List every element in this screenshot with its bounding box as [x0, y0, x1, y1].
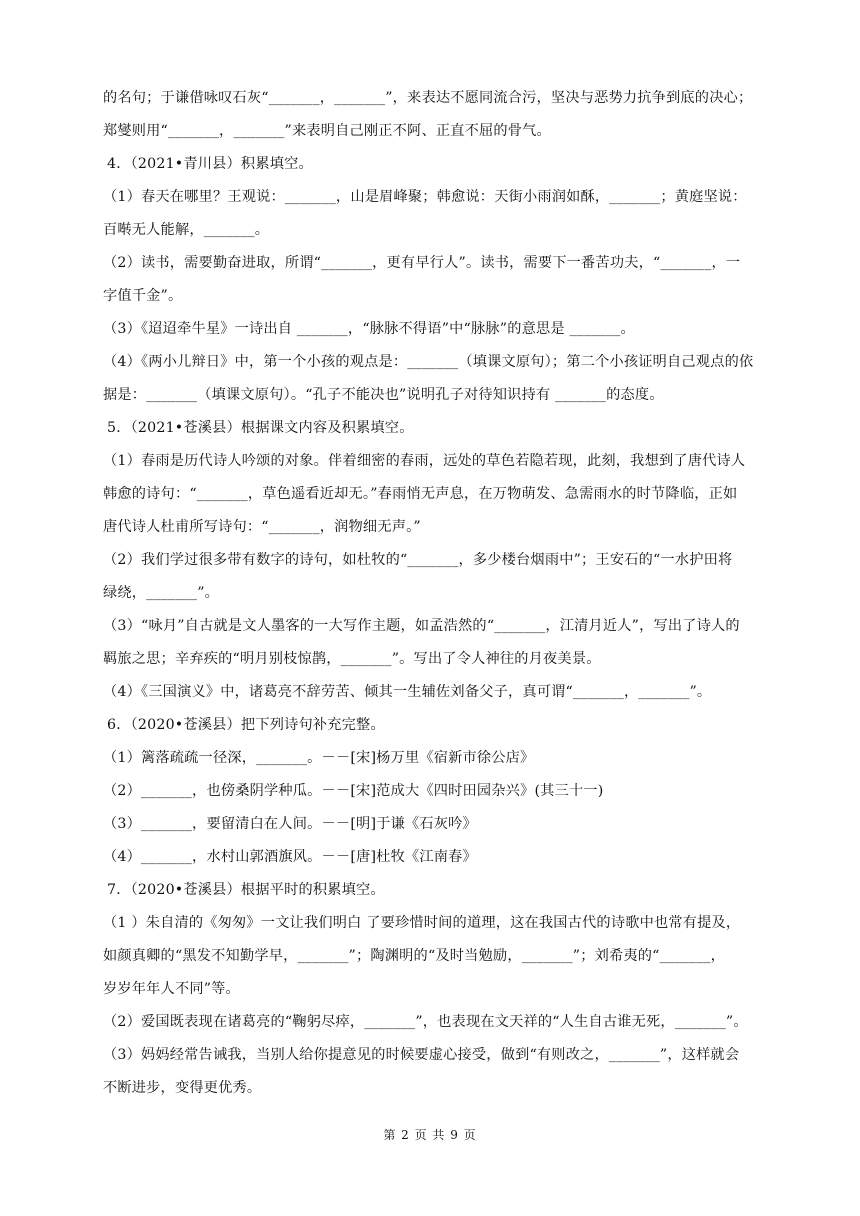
question-heading-7: 7．（2020•苍溪县）根据平时的积累填空。	[107, 882, 385, 898]
text-line: （1）春雨是历代诗人吟颂的对象。伴着细密的春雨，远处的草色若隐若现，此刻，我想到了唐代诗人	[103, 453, 746, 469]
text-line: （3）_______，要留清白在人间。－－[明]于谦《石灰吟》	[103, 816, 477, 832]
text-line: （1）篱落疏疏一径深，_______。－－[宋]杨万里《宿新市徐公店》	[103, 750, 535, 766]
text-line: 字值千金”。	[103, 288, 183, 304]
text-line: （3）《迢迢牵牛星》一诗出自 _______，“脉脉不得语”中“脉脉”的意思是 _______。	[103, 321, 635, 337]
question-heading-6: 6．（2020•苍溪县）把下列诗句补充完整。	[107, 717, 385, 733]
text-line: 绿绕，_______”。	[103, 585, 220, 601]
text-line: （2）_______，也傍桑阴学种瓜。－－[宋]范成大《四时田园杂兴》(其三十一)	[103, 783, 604, 799]
text-line: 据是：_______（填课文原句）。“孔子不能决也”说明孔子对待知识持有 _______的态度。	[103, 387, 664, 403]
text-line: 不断进步，变得更优秀。	[103, 1080, 262, 1096]
text-line: （4）《两小儿辩日》中，第一个小孩的观点是：_______（填课文原句）；第二个小孩证明自己观点的依	[103, 354, 754, 370]
text-line: （3）妈妈经常告诫我，当别人给你提意见的时候要虚心接受，做到“有则改之，_______”，这样就会	[103, 1047, 740, 1063]
question-heading-4: 4．（2021•青川县）积累填空。	[107, 156, 313, 172]
text-line: （1）春天在哪里？王观说：_______，山是眉峰聚；韩愈说：天街小雨润如酥，_______；黄庭坚说：	[103, 189, 747, 205]
text-line: 如颜真卿的“黑发不知勤学早，_______”；陶渊明的“及时当勉励，_______”；刘希夷的“_______，	[103, 948, 726, 964]
text-line: （2）读书，需要勤奋进取，所谓“_______，更有早行人”。读书，需要下一番苦功夫，“_______，一	[103, 255, 741, 271]
text-line: （1 ）朱自清的《匆匆》一文让我们明白 了要珍惜时间的道理，这在我国古代的诗歌中也常有提及，	[103, 915, 741, 931]
text-line: 韩愈的诗句：“_______，草色遥看近却无。”春雨悄无声息，在万物萌发、急需雨水的时节降临，正如	[103, 486, 738, 502]
question-heading-5: 5．（2021•苍溪县）根据课文内容及积累填空。	[107, 420, 414, 436]
text-line: （3）“咏月”自古就是文人墨客的一大写作主题，如孟浩然的“_______，江清月近人”，写出了诗人的	[103, 618, 740, 634]
text-line: 唐代诗人杜甫所写诗句：“_______，润物细无声。”	[103, 519, 421, 535]
text-line: （2）我们学过很多带有数字的诗句，如杜牧的“_______，多少楼台烟雨中”；王安石的“一水护田将	[103, 552, 733, 568]
text-line: 百啭无人能解，_______。	[103, 222, 270, 238]
text-line: （4）_______，水村山郭酒旗风。－－[唐]杜牧《江南春》	[103, 849, 477, 865]
text-line: （4）《三国演义》中，诸葛亮不辞劳苦、倾其一生辅佐刘备父子，真可谓“_______，_______”。	[103, 684, 712, 700]
text-line: 的名句；于谦借咏叹石灰“_______，_______”，来表达不愿同流合污，坚决与恶势力抗争到底的决心；	[103, 90, 753, 106]
text-line: 羁旅之思；辛弃疾的“明月别枝惊鹊，_______”。写出了令人神往的月夜美景。	[103, 651, 601, 667]
document-page	[103, 82, 775, 1105]
text-line: 岁岁年年人不同”等。	[103, 981, 240, 997]
page-footer: 第 2 页 共 9 页	[383, 1128, 477, 1142]
text-line: 郑燮则用“_______，_______”来表明自己刚正不阿、正直不屈的骨气。	[103, 123, 551, 139]
text-line: （2）爱国既表现在诸葛亮的“鞠躬尽瘁，_______”，也表现在文天祥的“人生自古谁无死，_______”。	[103, 1014, 748, 1030]
